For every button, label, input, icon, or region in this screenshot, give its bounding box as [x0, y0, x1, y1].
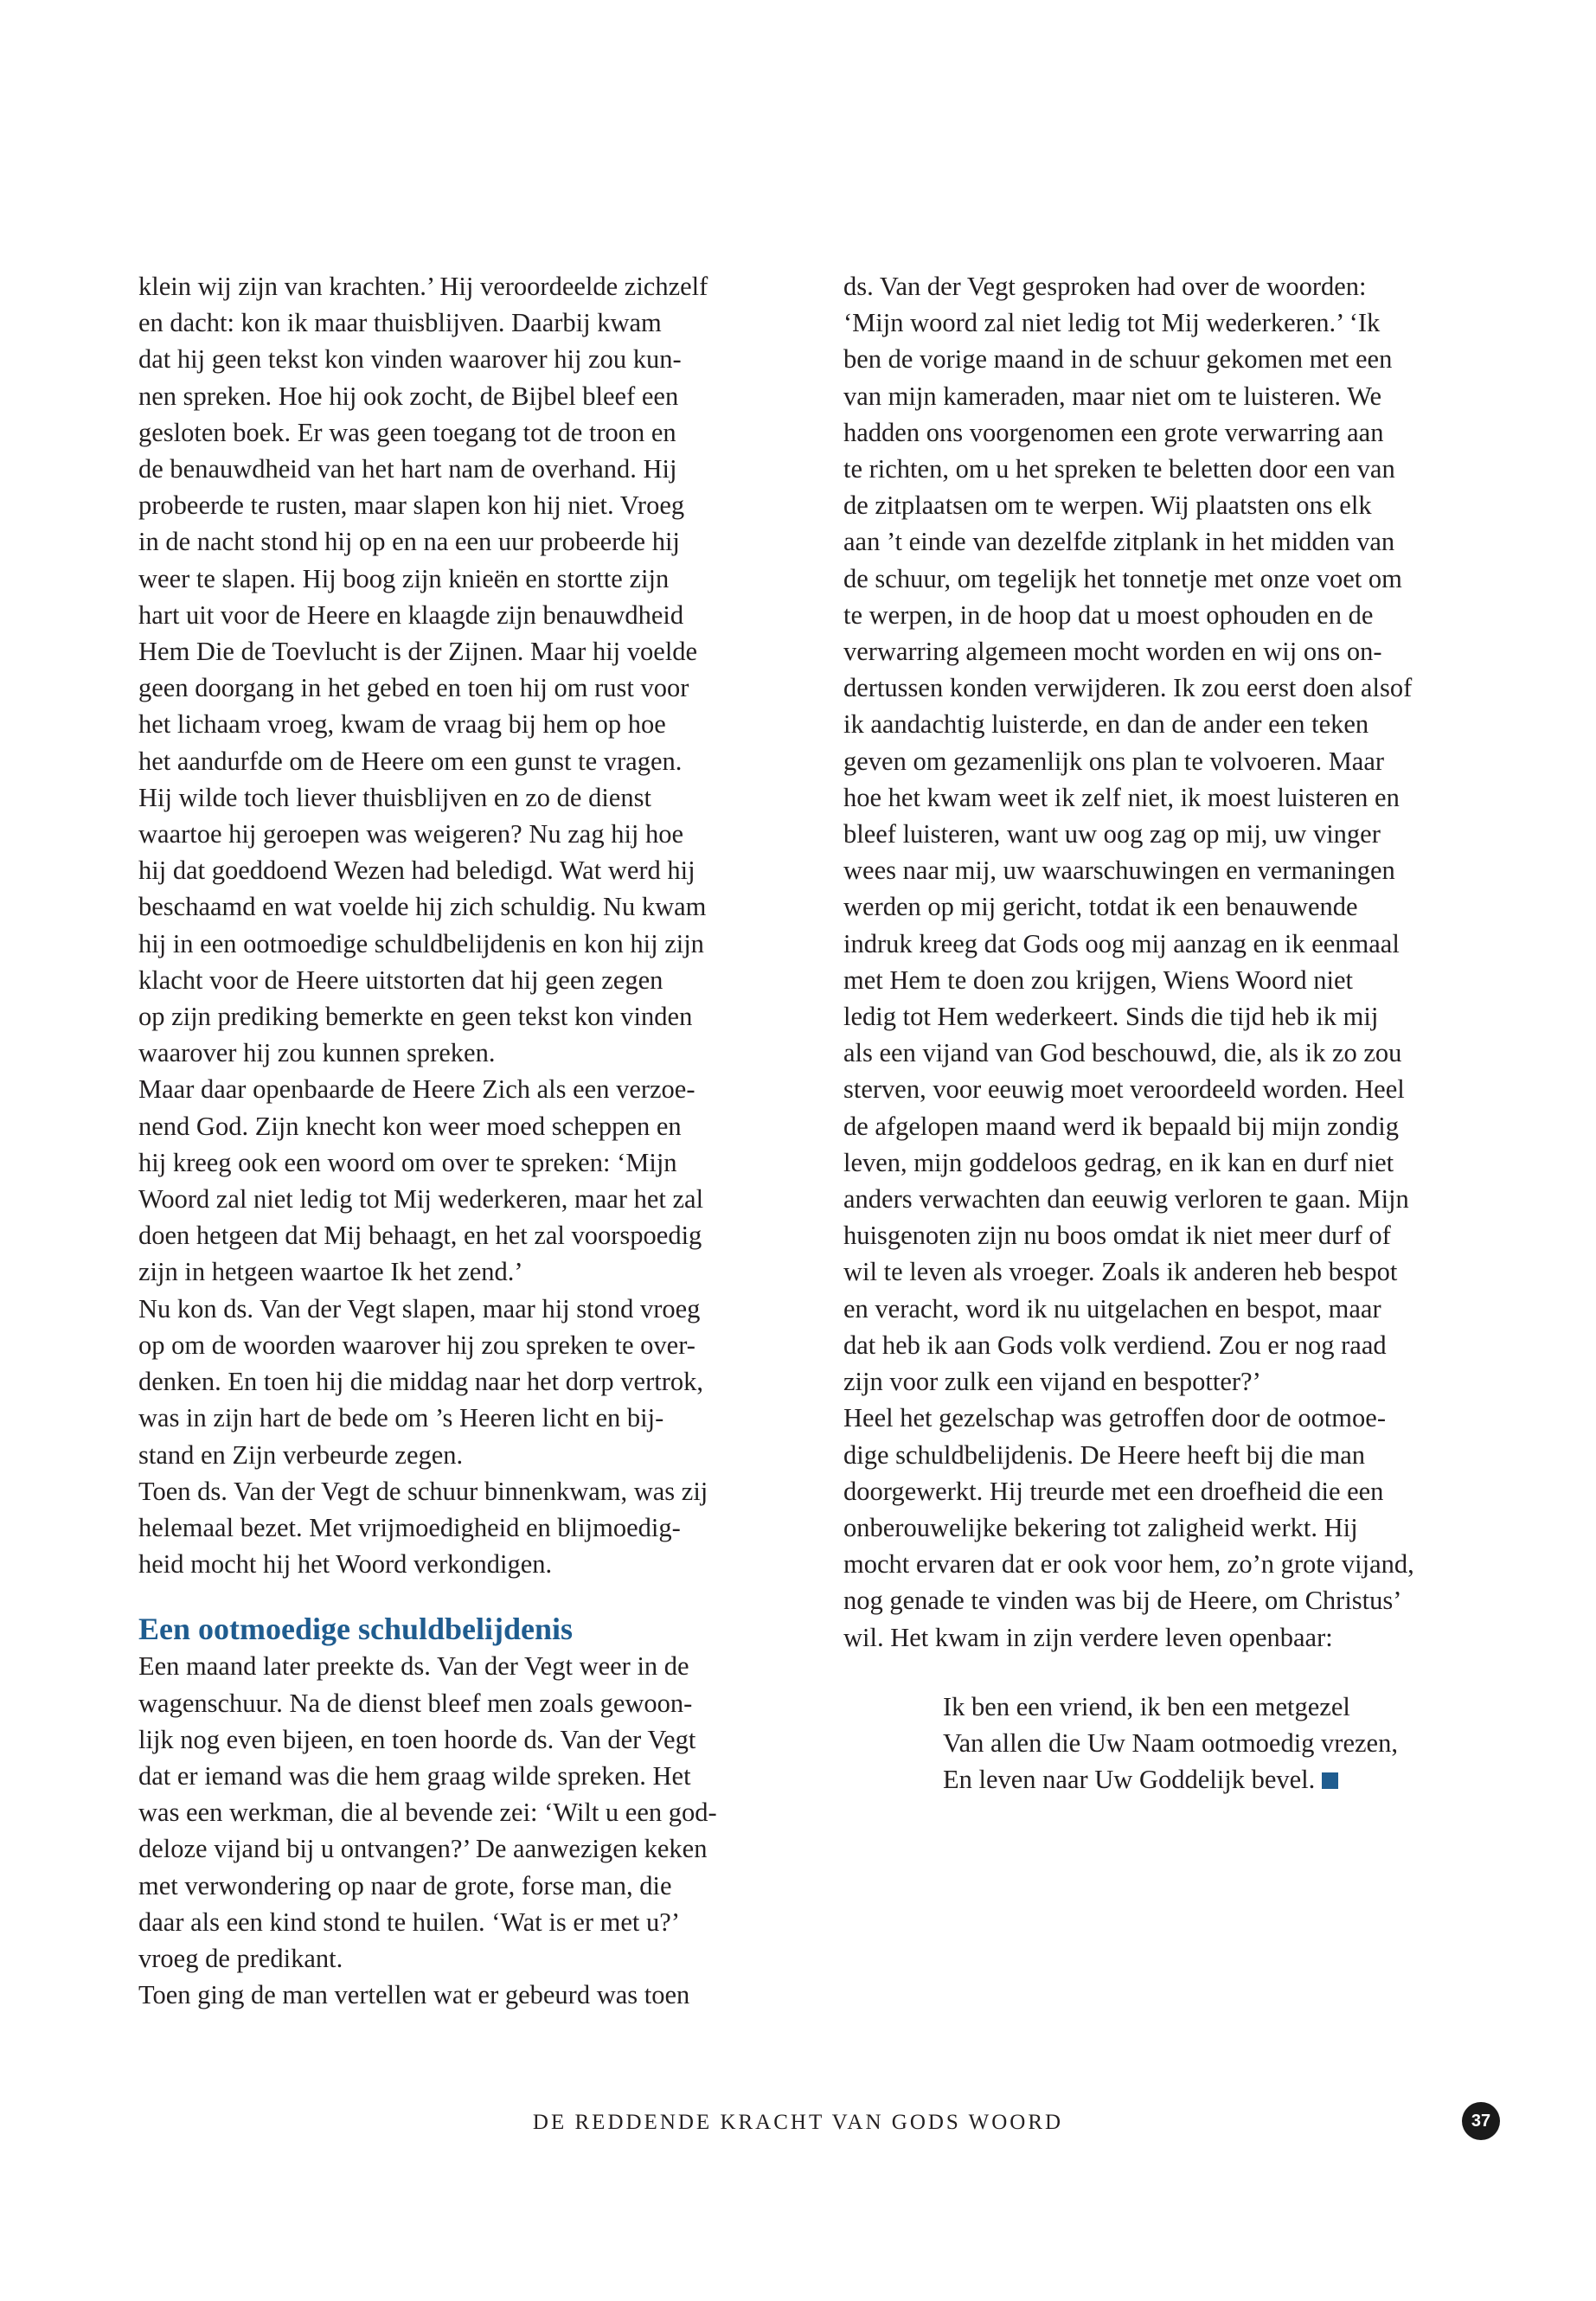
text-line: denken. En toen hij die middag naar het dorp vertrok,	[138, 1367, 704, 1397]
text-line: Een maand later preekte ds. Van der Vegt weer in de	[138, 1651, 689, 1682]
text-line: sterven, voor eeuwig moet veroordeeld worden. Heel	[843, 1074, 1405, 1105]
text-line: wil te leven als vroeger. Zoals ik anderen heb bespot	[843, 1257, 1398, 1287]
left-column	[138, 268, 813, 2013]
text-line: Maar daar openbaarde de Heere Zich als een verzoe-	[138, 1074, 695, 1105]
text-line: de zitplaatsen om te werpen. Wij plaatsten ons elk	[843, 490, 1372, 521]
text-line: zijn voor zulk een vijand en bespotter?’	[843, 1367, 1261, 1397]
text-line: te werpen, in de hoop dat u moest ophouden en de	[843, 599, 1374, 630]
text-line: klacht voor de Heere uitstorten dat hij geen zegen	[138, 965, 663, 995]
text-line: ik aandachtig luisterde, en dan de ander een teken	[843, 709, 1369, 740]
text-line: ledig tot Hem wederkeert. Sinds die tijd heb ik mij	[843, 1002, 1379, 1032]
text-line: leven, mijn goddeloos gedrag, en ik kan en durf niet	[843, 1147, 1394, 1177]
text-line: nend God. Zijn knecht kon weer moed scheppen en	[138, 1111, 682, 1141]
text-line: ben de vorige maand in de schuur gekomen met een	[843, 344, 1393, 375]
end-square-icon	[1322, 1772, 1338, 1789]
left-paragraph-5	[138, 1648, 813, 1977]
running-footer-title: DE REDDENDE KRACHT VAN GODS WOORD	[532, 2111, 1064, 2134]
text-line: Toen ds. Van der Vegt de schuur binnenkwam, was zij	[138, 1476, 708, 1506]
text-line: lijk nog even bijeen, en toen hoorde ds. Van der Vegt	[138, 1724, 696, 1754]
text-line: de benauwdheid van het hart nam de overhand. Hij	[138, 454, 677, 484]
poem-line: Van allen die Uw Naam ootmoedig vrezen,	[943, 1727, 1398, 1758]
text-line: Toen ging de man vertellen wat er gebeurd was toen	[138, 1980, 690, 2010]
text-line: dat er iemand was die hem graag wilde spreken. Het	[138, 1760, 691, 1791]
text-line: stand en Zijn verbeurde zegen.	[138, 1439, 464, 1470]
text-line: dertussen konden verwijderen. Ik zou eerst doen alsof	[843, 673, 1413, 703]
text-line: klein wij zijn van krachten.’ Hij veroordeelde zichzelf	[138, 272, 708, 301]
text-line: met verwondering op naar de grote, forse man, die	[138, 1870, 672, 1900]
poem-line-text: En leven naar Uw Goddelijk bevel.	[943, 1765, 1316, 1795]
text-line: waartoe hij geroepen was weigeren? Nu zag hij hoe	[138, 819, 684, 849]
text-line: Hij wilde toch liever thuisblijven en zo de dienst	[138, 782, 651, 812]
page-number-badge: 37	[1462, 2102, 1500, 2140]
right-column	[843, 268, 1497, 1798]
text-line: aan ’t einde van dezelfde zitplank in het midden van	[843, 527, 1395, 557]
text-line: hart uit voor de Heere en klaagde zijn benauwdheid	[138, 599, 684, 630]
text-line: en dacht: kon ik maar thuisblijven. Daarbij kwam	[138, 308, 662, 338]
text-line: in de nacht stond hij op en na een uur probeerde hij	[138, 527, 680, 557]
text-line: dat heb ik aan Gods volk verdiend. Zou er nog raad	[843, 1330, 1387, 1360]
text-line: was in zijn hart de bede om ’s Heeren licht en bij-	[138, 1403, 664, 1433]
left-paragraph-2	[138, 1071, 813, 1290]
left-paragraph-6	[138, 1977, 813, 2013]
text-line: helemaal bezet. Met vrijmoedigheid en blijmoedig-	[138, 1512, 681, 1542]
text-line: hij dat goeddoend Wezen had beledigd. Wat werd hij	[138, 856, 695, 886]
text-line: nen spreken. Hoe hij ook zocht, de Bijbel bleef een	[138, 381, 679, 411]
text-line: wees naar mij, uw waarschuwingen en vermaningen	[843, 856, 1395, 886]
text-line: waarover hij zou kunnen spreken.	[138, 1038, 496, 1068]
left-paragraph-4	[138, 1473, 813, 1583]
text-line: de schuur, om tegelijk het tonnetje met onze voet om	[843, 563, 1402, 593]
text-line: dige schuldbelijdenis. De Heere heeft bij die man	[843, 1439, 1366, 1470]
text-line: ‘Mijn woord zal niet ledig tot Mij wederkeren.’ ‘Ik	[843, 308, 1381, 338]
text-line: geven om gezamenlijk ons plan te volvoeren. Maar	[843, 746, 1385, 776]
poem-line: Ik ben een vriend, ik ben een metgezel	[943, 1691, 1350, 1721]
text-line: zijn in hetgeen waartoe Ik het zend.’	[138, 1257, 523, 1287]
text-line: geen doorgang in het gebed en toen hij om rust voor	[138, 673, 689, 703]
text-line: heid mocht hij het Woord verkondigen.	[138, 1549, 553, 1580]
text-line: nog genade te vinden was bij de Heere, om Christus’	[843, 1586, 1402, 1616]
text-line: indruk kreeg dat Gods oog mij aanzag en ik eenmaal	[843, 928, 1400, 958]
text-line: op om de woorden waarover hij zou spreken te over-	[138, 1330, 695, 1360]
text-line: als een vijand van God beschouwd, die, als ik zo zou	[843, 1038, 1402, 1068]
text-line: Woord zal niet ledig tot Mij wederkeren, maar het zal	[138, 1184, 704, 1215]
right-paragraph-2	[843, 1400, 1497, 1655]
text-line: vroeg de predikant.	[138, 1943, 343, 1973]
text-line: verwarring algemeen mocht worden en wij ons on-	[843, 637, 1382, 667]
text-line: mocht ervaren dat er ook voor hem, zo’n grote vijand,	[843, 1549, 1414, 1580]
text-line: weer te slapen. Hij boog zijn knieën en stortte zijn	[138, 563, 670, 593]
text-line: ds. Van der Vegt gesproken had over de woorden:	[843, 272, 1367, 301]
text-line: doen hetgeen dat Mij behaagt, en het zal voorspoedig	[138, 1221, 702, 1251]
text-line: hoe het kwam weet ik zelf niet, ik moest luisteren en	[843, 782, 1400, 812]
text-line: hij in een ootmoedige schuldbelijdenis en kon hij zijn	[138, 928, 704, 958]
text-line: hadden ons voorgenomen een grote verwarring aan	[843, 417, 1384, 447]
text-line: onberouwelijke bekering tot zaligheid werkt. Hij	[843, 1512, 1358, 1542]
section-heading: Een ootmoedige schuldbelijdenis	[138, 1612, 574, 1647]
text-line: werden op mij gericht, totdat ik een benauwende	[843, 892, 1358, 922]
left-paragraph-3	[138, 1291, 813, 1473]
text-line: Heel het gezelschap was getroffen door de ootmoe-	[843, 1403, 1386, 1433]
right-paragraph-1	[843, 268, 1497, 1400]
text-line: het lichaam vroeg, kwam de vraag bij hem op hoe	[138, 709, 666, 740]
text-line: op zijn prediking bemerkte en geen tekst kon vinden	[138, 1002, 693, 1032]
text-line: wil. Het kwam in zijn verdere leven openbaar:	[843, 1622, 1333, 1652]
poem-stanza	[943, 1689, 1497, 1798]
text-line: gesloten boek. Er was geen toegang tot de troon en	[138, 417, 676, 447]
text-line: was een werkman, die al bevende zei: ‘Wilt u een god-	[138, 1798, 717, 1828]
text-line: deloze vijand bij u ontvangen?’ De aanwezigen keken	[138, 1834, 708, 1864]
text-line: doorgewerkt. Hij treurde met een droefheid die een	[843, 1476, 1384, 1506]
text-line: huisgenoten zijn nu boos omdat ik niet meer durf of	[843, 1221, 1391, 1251]
text-line: van mijn kameraden, maar niet om te luisteren. We	[843, 381, 1382, 411]
text-line: de afgelopen maand werd ik bepaald bij mijn zondig	[843, 1111, 1399, 1141]
text-line: beschaamd en wat voelde hij zich schuldig. Nu kwam	[138, 892, 707, 922]
left-paragraph-1	[138, 268, 813, 1071]
text-line: anders verwachten dan eeuwig verloren te gaan. Mijn	[843, 1184, 1409, 1215]
text-line: wagenschuur. Na de dienst bleef men zoals gewoon-	[138, 1688, 693, 1718]
poem-line	[943, 1761, 1497, 1798]
text-line: bleef luisteren, want uw oog zag op mij, uw vinger	[843, 819, 1381, 849]
text-line: dat hij geen tekst kon vinden waarover hij zou kun-	[138, 344, 682, 375]
text-line: hij kreeg ook een woord om over te spreken: ‘Mijn	[138, 1147, 677, 1177]
text-line: te richten, om u het spreken te beletten door een van	[843, 454, 1395, 484]
text-line: en veracht, word ik nu uitgelachen en bespot, maar	[843, 1293, 1381, 1324]
text-line: daar als een kind stond te huilen. ‘Wat is er met u?’	[138, 1907, 680, 1937]
text-line: Nu kon ds. Van der Vegt slapen, maar hij stond vroeg	[138, 1293, 701, 1324]
text-line: probeerde te rusten, maar slapen kon hij niet. Vroeg	[138, 490, 685, 521]
text-line: met Hem te doen zou krijgen, Wiens Woord niet	[843, 965, 1353, 995]
text-line: het aandurfde om de Heere om een gunst te vragen.	[138, 746, 683, 776]
text-line: Hem Die de Toevlucht is der Zijnen. Maar hij voelde	[138, 637, 698, 667]
